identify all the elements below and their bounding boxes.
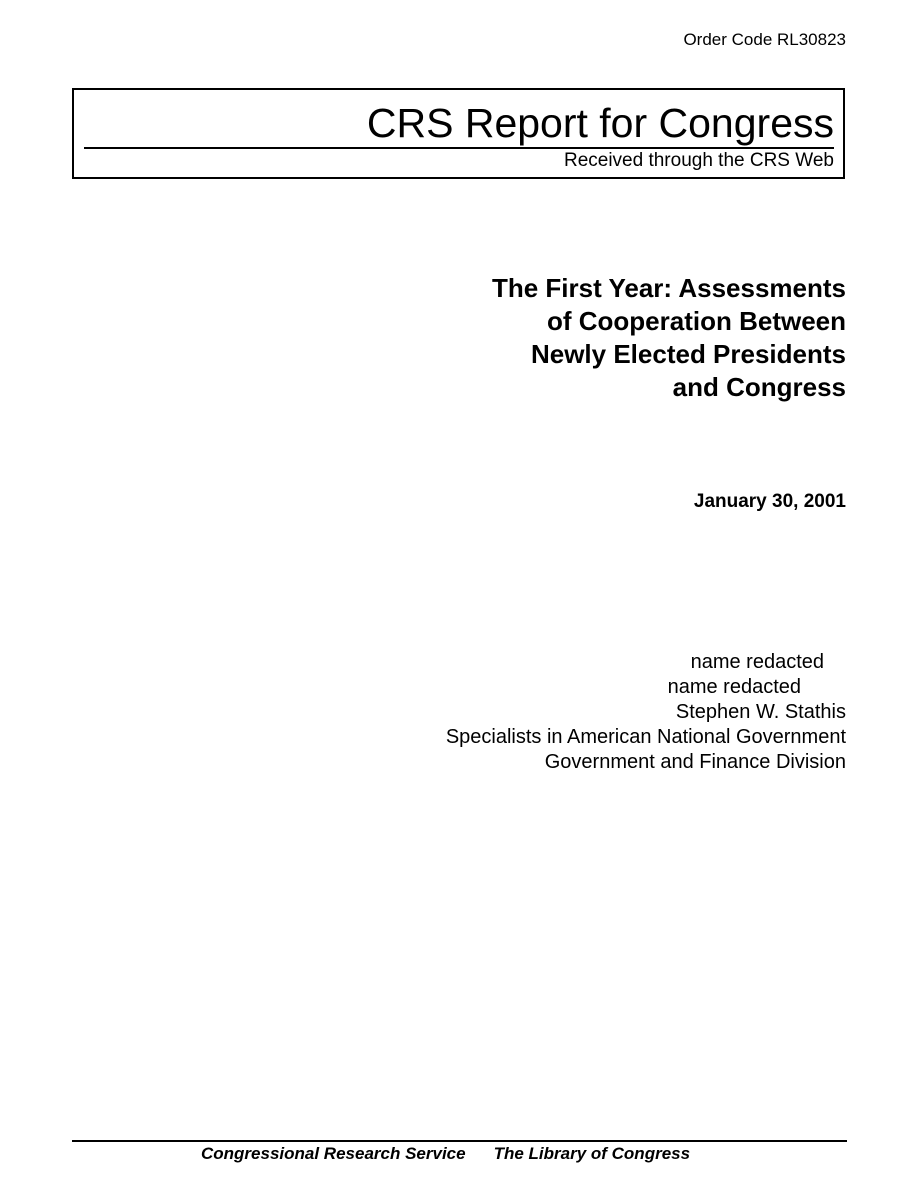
footer-divider bbox=[72, 1140, 847, 1142]
report-header-box bbox=[72, 88, 845, 179]
report-date: January 30, 2001 bbox=[693, 491, 846, 512]
header-divider bbox=[84, 147, 834, 149]
report-title-line: Newly Elected Presidents bbox=[530, 339, 846, 369]
author-affiliation: Specialists in American National Government bbox=[445, 726, 846, 748]
footer-library: The Library of Congress bbox=[493, 1144, 691, 1163]
report-title bbox=[492, 272, 846, 404]
footer bbox=[201, 1143, 690, 1164]
author-name: name redacted bbox=[690, 651, 824, 673]
report-title-line: and Congress bbox=[672, 372, 846, 402]
author-block bbox=[446, 650, 846, 775]
order-code: Order Code RL30823 bbox=[683, 30, 846, 49]
author-name: name redacted bbox=[667, 676, 801, 698]
author-name: Stephen W. Stathis bbox=[675, 701, 846, 723]
author-division: Government and Finance Division bbox=[544, 751, 846, 773]
report-series-title: CRS Report for Congress bbox=[366, 100, 834, 146]
report-series-subtitle: Received through the CRS Web bbox=[563, 150, 834, 171]
report-title-line: The First Year: Assessments bbox=[491, 273, 846, 303]
report-title-line: of Cooperation Between bbox=[546, 306, 846, 336]
footer-organization: Congressional Research Service bbox=[201, 1144, 466, 1163]
